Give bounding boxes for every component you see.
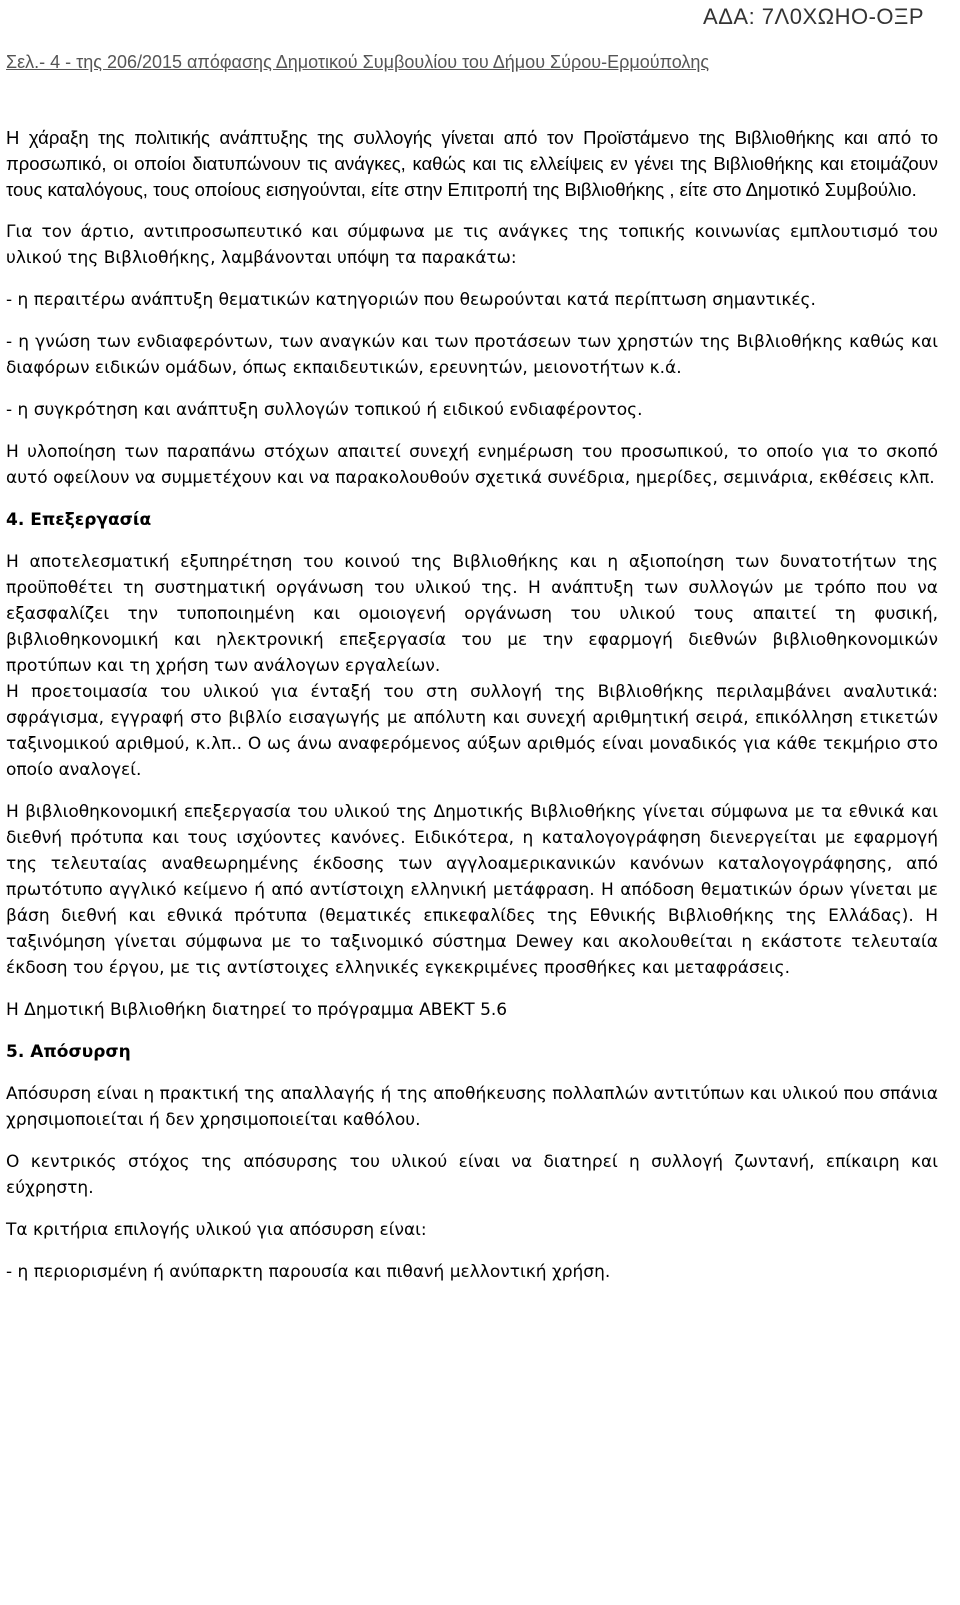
document-body [6, 125, 938, 1285]
list-item-user-needs: - η γνώση των ενδιαφερόντων, των αναγκών και των προτάσεων των χρηστών της Βιβλιοθήκης καθώς και διαφόρων ειδικών ομάδων, όπως εκπαιδευτικών, ερευνητών, μειονοτήτων κ.ά. [6, 332, 938, 378]
paragraph-enrichment: Για τον άρτιο, αντιπροσωπευτικό και σύμφωνα με τις ανάγκες της τοπικής κοινωνίας εμπλουτισμό του υλικού της Βιβλιοθήκης, λαμβάνονται υπόψη τα παρακάτω: [6, 222, 938, 268]
paragraph-weeding-definition: Απόσυρση είναι η πρακτική της απαλλαγής ή της αποθήκευσης πολλαπλών αντιτύπων και υλικού που σπάνια χρησιμοποιείται ή δεν χρησιμοποιείται καθόλου. [6, 1084, 938, 1130]
paragraph-criteria-intro: Τα κριτήρια επιλογής υλικού για απόσυρση είναι: [6, 1220, 427, 1240]
list-item-local-collections: - η συγκρότηση και ανάπτυξη συλλογών τοπικού ή ειδικού ενδιαφέροντος. [6, 400, 643, 420]
paragraph-preparation: Η προετοιμασία του υλικού για ένταξή του στη συλλογή της Βιβλιοθήκης περιλαμβάνει αναλυτικά: σφράγισμα, εγγραφή στο βιβλίο εισαγωγής με απόλυτη και συνεχή αριθμητική σειρά, επικόλληση ετικετών ταξινομικού αριθμού, κ.λπ.. Ο ως άνω αναφερόμενος αύξων αριθμός είναι μοναδικός για κάθε τεκμήριο στο οποίο αναλογεί. [6, 682, 938, 780]
ada-code: ΑΔΑ: 7Λ0ΧΩΗΟ-ΟΞΡ [703, 4, 924, 29]
list-item-limited-use: - η περιορισμένη ή ανύπαρκτη παρουσία και πιθανή μελλοντική χρήση. [6, 1262, 611, 1282]
section-heading-weeding: 5. Απόσυρση [6, 1042, 131, 1062]
paragraph-weeding-goal: Ο κεντρικός στόχος της απόσυρσης του υλικού είναι να διατηρεί η συλλογή ζωντανή, επίκαιρη και εύχρηστη. [6, 1152, 938, 1198]
decision-reference: Σελ.- 4 - της 206/2015 απόφασης Δημοτικού Συμβουλίου του Δήμου Σύρου-Ερμούπολης [6, 52, 710, 72]
paragraph-cataloguing: Η βιβλιοθηκονομική επεξεργασία του υλικού της Δημοτικής Βιβλιοθήκης γίνεται σύμφωνα με τα εθνικά και διεθνή πρότυπα και τους ισχύοντες κανόνες. Ειδικότερα, η καταλογογράφηση διενεργείται με εφαρμογή της τελευταίας αναθεωρημένης έκδοσης των αγγλοαμερικανικών κανόνων καταλογογράφησης, από πρωτότυπο αγγλικό κείμενο ή από αντίστοιχη ελληνική μετάφραση. Η απόδοση θεματικών όρων γίνεται με βάση διεθνή και εθνικά πρότυπα (θεματικές επικεφαλίδες της Εθνικής Βιβλιοθήκης της Ελλάδας). Η ταξινόμηση γίνεται σύμφωνα με το ταξινομικό σύστημα Dewey και ακολουθείται η εκάστοτε τελευταία έκδοση του έργου, με τις αντίστοιχες ελληνικές εγκεκριμένες προσθήκες και μεταφράσεις. [6, 802, 938, 978]
paragraph-policy: Η χάραξη της πολιτικής ανάπτυξης της συλλογής γίνεται από τον Προϊστάμενο της Βιβλιοθήκης και από το προσωπικό, οι οποίοι διατυπώνουν τις ανάγκες, καθώς και τις ελλείψεις εν γένει της Βιβλιοθήκης και ετοιμάζουν τους καταλόγους, τους οποίους εισηγούνται, είτε στην Επιτροπή της Βιβλιοθήκης , είτε στο Δημοτικό Συμβούλιο. [6, 127, 938, 200]
section-heading-processing: 4. Επεξεργασία [6, 510, 152, 530]
paragraph-processing: Η αποτελεσματική εξυπηρέτηση του κοινού της Βιβλιοθήκης και η αξιοποίηση των δυνατοτήτων της προϋποθέτει τη συστηματική οργάνωση του υλικού της. Η ανάπτυξη των συλλογών με τρόπο που να εξασφαλίζει την τυποποιημένη και ομοιογενή οργάνωση του υλικού τους απαιτεί τη φυσική, βιβλιοθηκονομική και ηλεκτρονική επεξεργασία του με την εφαρμογή διεθνών βιβλιοθηκονομικών προτύπων και τη χρήση των ανάλογων εργαλείων. [6, 552, 938, 676]
paragraph-staff-training: Η υλοποίηση των παραπάνω στόχων απαιτεί συνεχή ενημέρωση του προσωπικού, το οποίο για το σκοπό αυτό οφείλουν να συμμετέχουν και να παρακολουθούν σχετικά συνέδρια, ημερίδες, σεμινάρια, εκθέσεις κλπ. [6, 442, 938, 488]
list-item-thematic: - η περαιτέρω ανάπτυξη θεματικών κατηγοριών που θεωρούνται κατά περίπτωση σημαντικές. [6, 290, 816, 310]
paragraph-software: Η Δημοτική Βιβλιοθήκη διατηρεί το πρόγραμμα ΑΒΕΚΤ 5.6 [6, 1000, 508, 1020]
